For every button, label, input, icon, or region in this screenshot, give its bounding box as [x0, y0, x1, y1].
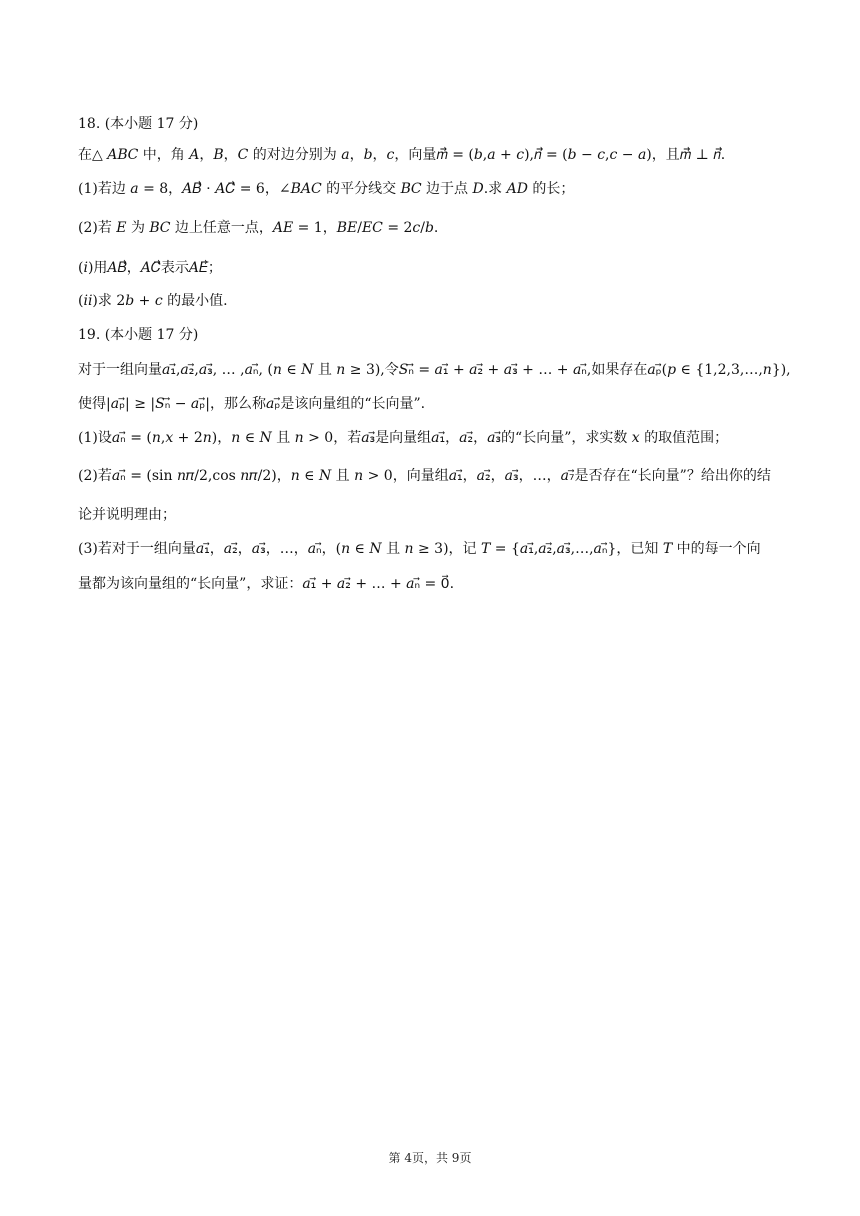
q18-part2-i: (𝑖)用𝐴𝐵⃗，𝐴𝐶⃗表示𝐴𝐸⃗； [78, 260, 222, 276]
q19-part1: (1)设𝑎ₙ⃗ = (𝑛,𝑥 + 2𝑛)，𝑛 ∈ 𝑁 且 𝑛 > 0，若𝑎₃⃗是向量组𝑎₁⃗，𝑎₂⃗，𝑎₃⃗的“长向量”，求实数 𝑥 的取值范围； [78, 430, 729, 446]
q18-stem: 在△ 𝐴𝐵𝐶 中，角 𝐴，𝐵，𝐶 的对边分别为 𝑎，𝑏，𝑐，向量𝑚⃗ = (𝑏,𝑎 + 𝑐),𝑛⃗ = (𝑏 − 𝑐,𝑐 − 𝑎)，且𝑚⃗ ⊥ 𝑛⃗. [78, 147, 726, 163]
q19-part3-line2: 量都为该向量组的“长向量”，求证：𝑎₁⃗ + 𝑎₂⃗ + … + 𝑎ₙ⃗ = 0⃗. [78, 576, 455, 592]
q18-header: 18. (本小题 17 分) [78, 116, 199, 132]
q19-part2-line2: 论并说明理由； [78, 507, 176, 523]
page-number: 第 4页，共 9页 [388, 1151, 472, 1165]
q19-stem-line2: 使得|𝑎ₚ⃗| ≥ |𝑆ₙ⃗ − 𝑎ₚ⃗|，那么称𝑎ₚ⃗是该向量组的“长向量”. [78, 396, 426, 412]
q18-part2-ii: (𝑖𝑖)求 2𝑏 + 𝑐 的最小值. [78, 293, 228, 309]
q18-part2: (2)若 𝐸 为 𝐵𝐶 边上任意一点，𝐴𝐸 = 1，𝐵𝐸/𝐸𝐶 = 2𝑐/𝑏. [78, 220, 439, 236]
q19-part3-line1: (3)若对于一组向量𝑎₁⃗，𝑎₂⃗，𝑎₃⃗，…，𝑎ₙ⃗，(𝑛 ∈ 𝑁 且 𝑛 ≥ 3)，记 𝑇 = {𝑎₁⃗,𝑎₂⃗,𝑎₃⃗,…,𝑎ₙ⃗}，已知 𝑇 中的每一个向 [78, 541, 761, 557]
q19-header: 19. (本小题 17 分) [78, 327, 199, 343]
q18-part1: (1)若边 𝑎 = 8，𝐴𝐵⃗ ⋅ 𝐴𝐶⃗ = 6，∠𝐵𝐴𝐶 的平分线交 𝐵𝐶 边于点 𝐷.求 𝐴𝐷 的长； [78, 181, 575, 197]
q19-stem-line1: 对于一组向量𝑎₁⃗,𝑎₂⃗,𝑎₃⃗, … ,𝑎ₙ⃗, (𝑛 ∈ 𝑁 且 𝑛 ≥ 3),令𝑆ₙ⃗ = 𝑎₁⃗ + 𝑎₂⃗ + 𝑎₃⃗ + … + 𝑎ₙ⃗,如果存在𝑎ₚ⃗(𝑝 ∈ {1,2,3,…,𝑛}), [78, 362, 791, 378]
q19-part2-line1: (2)若𝑎ₙ⃗ = (sin 𝑛𝜋/2,cos 𝑛𝜋/2)，𝑛 ∈ 𝑁 且 𝑛 > 0，向量组𝑎₁⃗，𝑎₂⃗，𝑎₃⃗，…，𝑎₇⃗是否存在“长向量”？给出你的结 [78, 468, 771, 484]
